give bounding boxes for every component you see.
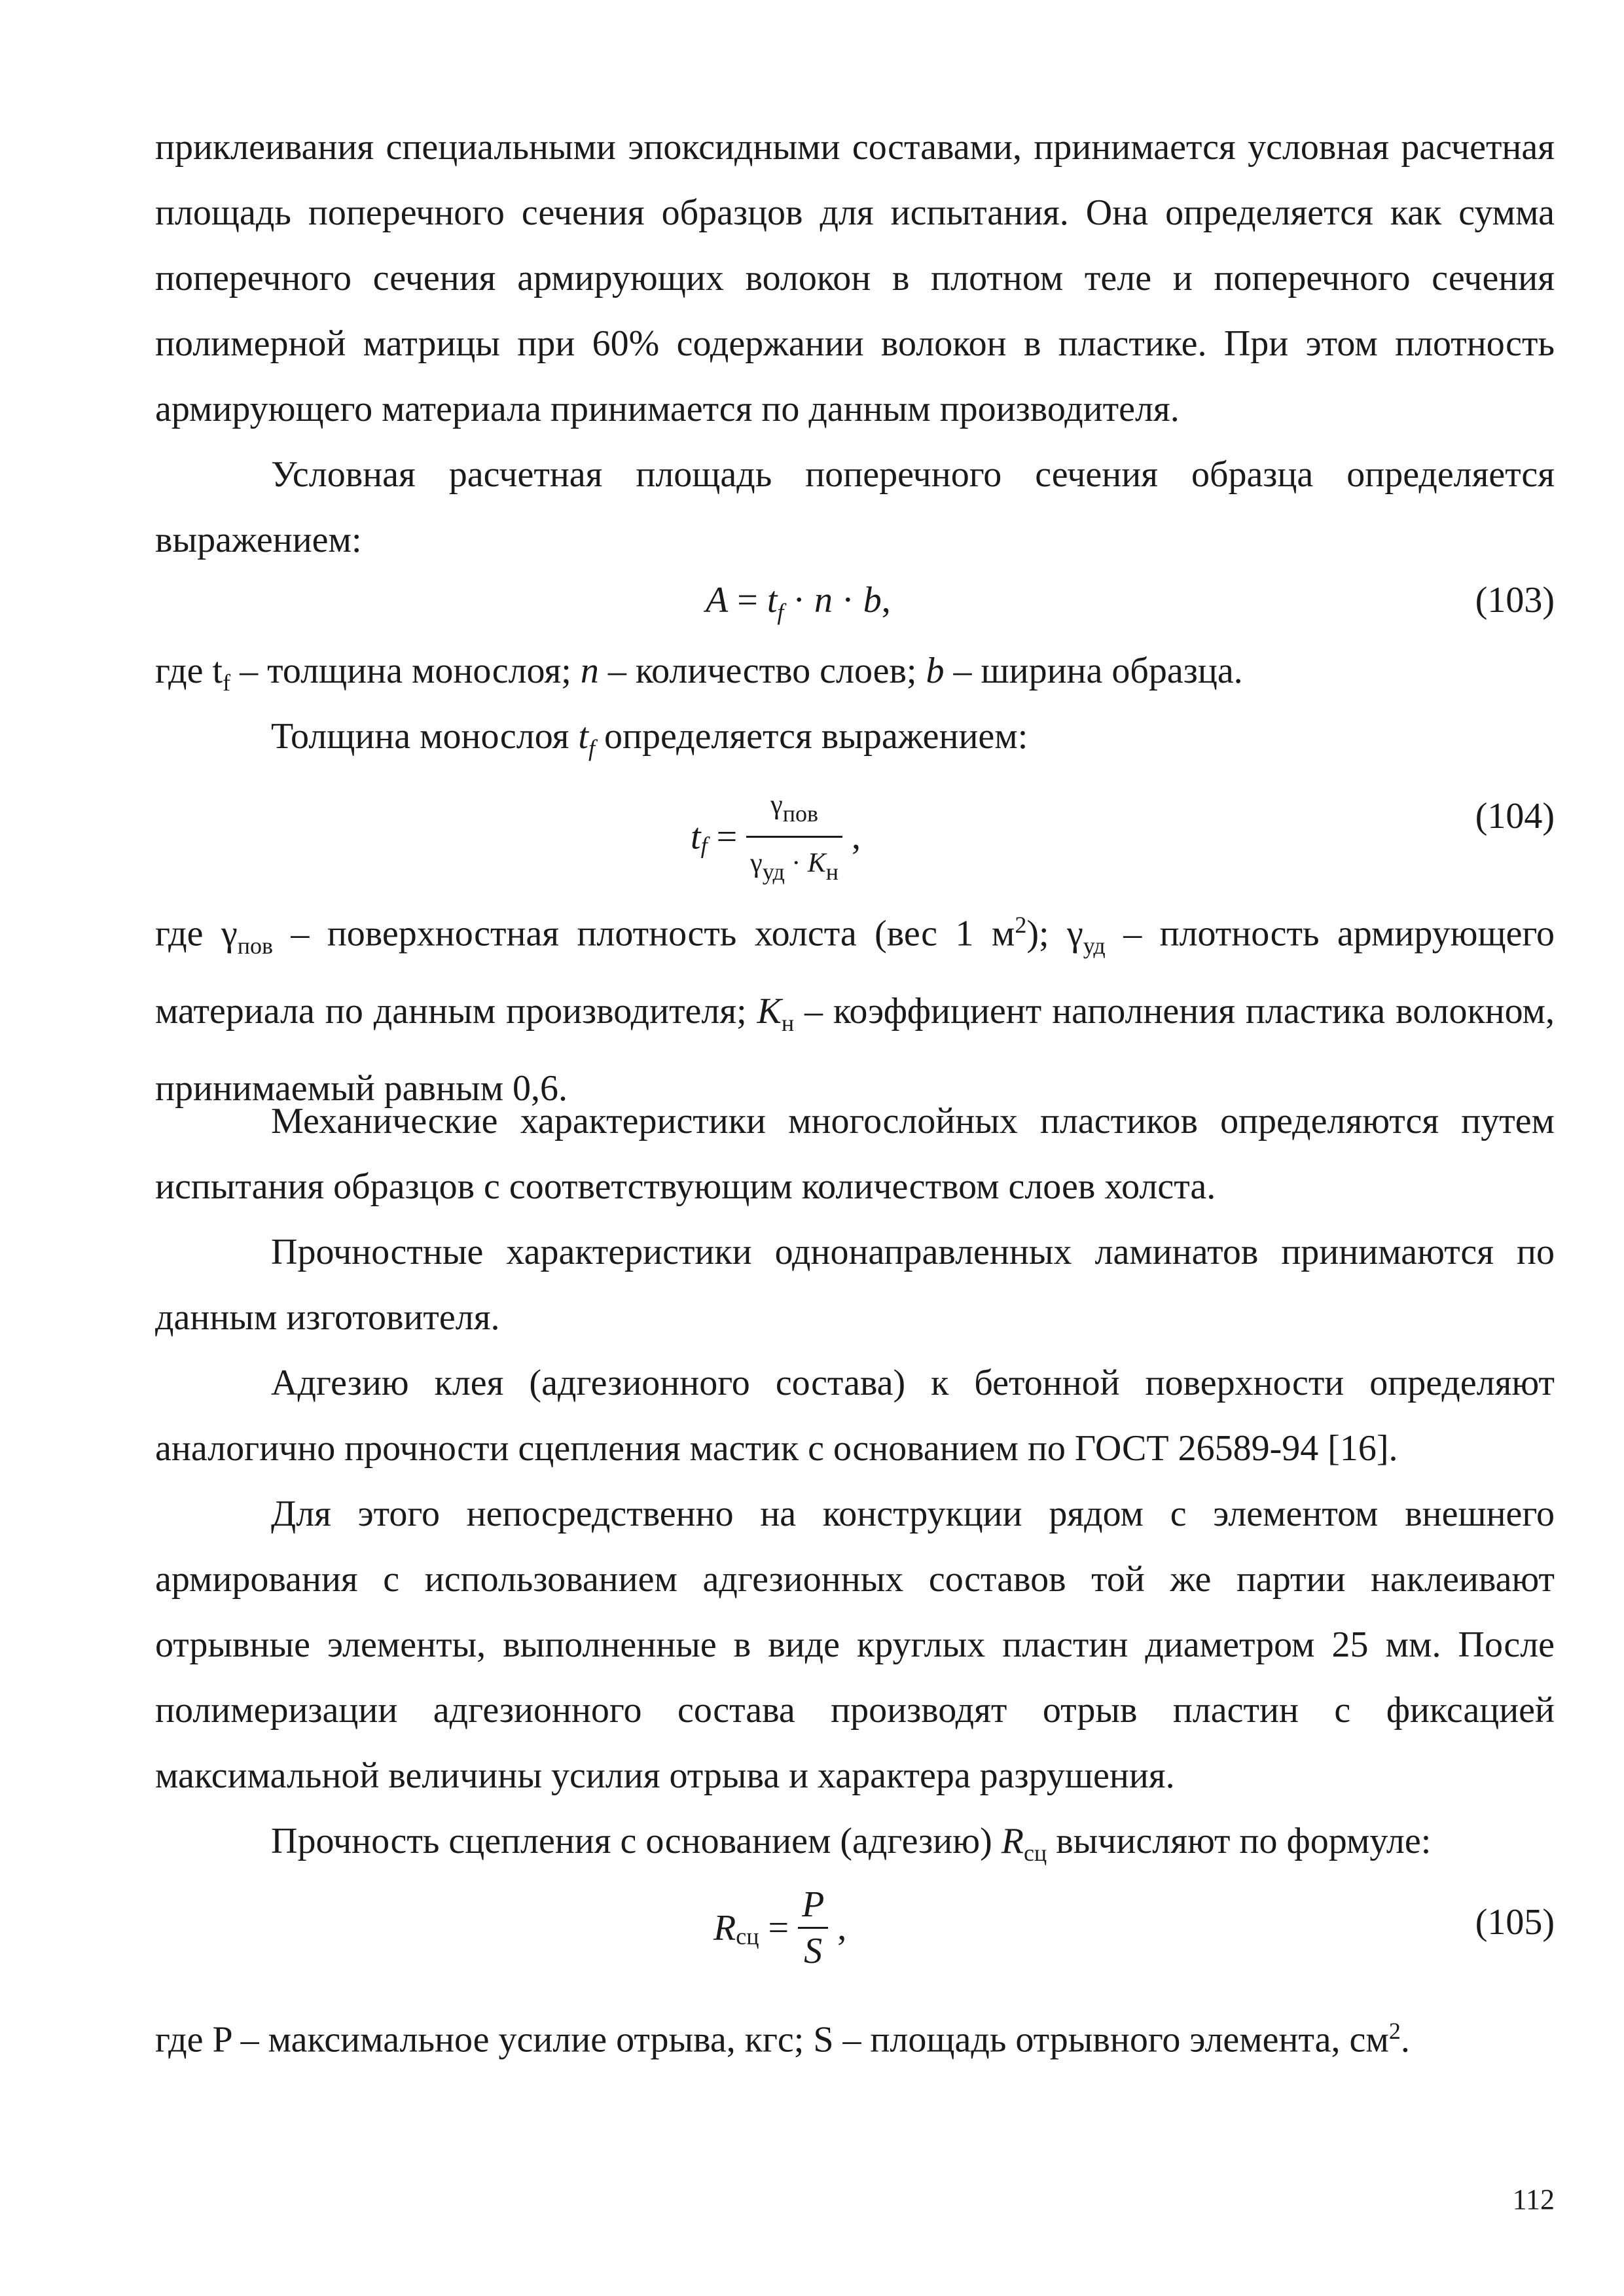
formula-103: $A = t_f \cdot n \cdot b$, (706, 580, 891, 626)
paragraph-7: Прочностные характеристики однонаправленных ламинатов принимаются по данным изготовителя. (155, 1232, 1555, 1338)
fraction-105: $\frac{P}{S}$ (798, 1885, 828, 1971)
formula-105-number: (105) (1475, 1902, 1555, 1943)
formula-103-number: (103) (1475, 580, 1555, 620)
formula-104: $t_f$ = $\frac{\gamma_{пов}}{\gamma_{уд} \cdot К_н}$ , (691, 782, 861, 891)
paragraph-8: Адгезию клея (адгезионного состава) к бетонной поверхности определяют аналогично прочности сцепления мастик с основанием по ГОСТ 26589-94 [16]. (155, 1363, 1555, 1469)
formula-104-number: (104) (1475, 796, 1555, 836)
paragraph-10: Прочность сцепления с основанием (адгезию) $R_{сц}$ вычисляют по формуле: (271, 1821, 1432, 1867)
formula-105: $R_{сц}$ = $\frac{P}{S}$ , (713, 1884, 847, 1971)
paragraph-9: Для этого непосредственно на конструкции рядом с элементом внешнего армирования с использованием адгезионных составов той же партии наклеивают отрывные элементы, выполненные в виде круглых пластин диаметром 25 мм. После полимеризации адгезионного состава производят отрыв пластин с фиксацией максимальной величины усилия отрыва и характера разрушения. (155, 1494, 1555, 1796)
page-number: 112 (1512, 2183, 1555, 2215)
fraction-104: $\frac{\gamma_{пов}}{\gamma_{уд} \cdot К_н}$ (746, 782, 842, 891)
paragraph-5: где $\gamma_{пов}$ – поверхностная плотность холста (вес 1 $м^2$); $\gamma_{уд}$ – плотность армирующего материала по данным производителя; $К_н$ – коэффициент наполнения пластика волокном, принимаемый равным 0,6. (155, 912, 1555, 1109)
paragraph-6: Механические характеристики многослойных пластиков определяются путем испытания образцов с соответствующим количеством слоев холста. (155, 1101, 1555, 1207)
paragraph-11: где P – максимальное усилие отрыва, кгс; S – площадь отрывного элемента, $см^2$. (155, 2018, 1410, 2060)
paragraph-3: где $t_f$ – толщина монослоя; n – количество слоев; b – ширина образца. (155, 651, 1243, 696)
paragraph-4: Толщина монослоя $t_f$ определяется выражением: (271, 716, 1028, 762)
paragraph-2: Условная расчетная площадь поперечного сечения образца определяется выражением: (155, 454, 1555, 560)
paragraph-1: приклеивания специальными эпоксидными составами, принимается условная расчетная площадь поперечного сечения образцов для испытания. Она определяется как сумма поперечного сечения армирующих волокон в плотном теле и поперечного сечения полимерной матрицы при 60% содержании волокон в пластике. При этом плотность армирующего материала принимается по данным производителя. (155, 127, 1555, 429)
